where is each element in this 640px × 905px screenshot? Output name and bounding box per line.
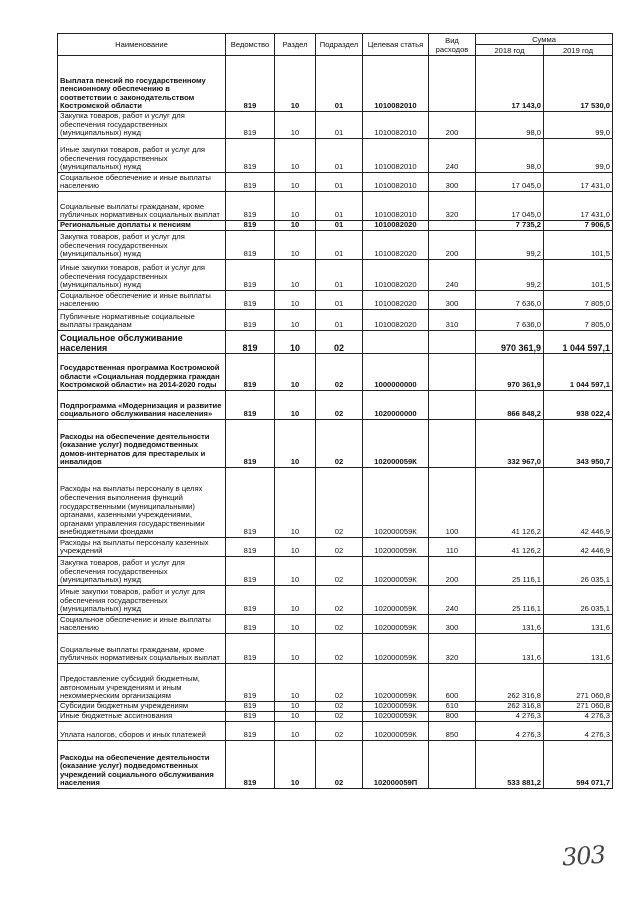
table-row — [58, 112, 613, 139]
row-2019: 343 950,7 — [544, 420, 613, 468]
row-expense: 100 — [429, 468, 476, 538]
row-2018: 99,2 — [476, 260, 544, 291]
row-section: 10 — [275, 56, 316, 112]
row-expense: 240 — [429, 586, 476, 615]
row-subsection: 02 — [316, 712, 363, 722]
row-name: Социальные выплаты гражданам, кроме публичных нормативных социальных выплат — [58, 634, 226, 664]
table-row — [58, 741, 613, 789]
row-dept: 819 — [226, 173, 275, 192]
row-2018: 7 636,0 — [476, 310, 544, 331]
table-header — [58, 34, 613, 56]
table-row — [58, 291, 613, 310]
row-2018: 262 316,8 — [476, 664, 544, 702]
row-name: Расходы на обеспечение деятельности (оказание услуг) подведомственных учреждений социального обслуживания населения — [58, 741, 226, 789]
table-row — [58, 310, 613, 331]
row-section: 10 — [275, 192, 316, 221]
header-dept: Ведомство — [226, 34, 275, 56]
row-name: Подпрограмма «Модернизация и развитие социального обслуживания населения» — [58, 391, 226, 420]
page-number: 303 — [561, 840, 606, 872]
row-2018: 17 045,0 — [476, 192, 544, 221]
row-dept: 819 — [226, 722, 275, 741]
row-expense: 320 — [429, 192, 476, 221]
budget-table — [57, 33, 613, 789]
row-target — [363, 331, 429, 354]
row-2019: 42 446,9 — [544, 468, 613, 538]
row-section: 10 — [275, 354, 316, 391]
row-2019: 26 035,1 — [544, 557, 613, 586]
row-name: Закупка товаров, работ и услуг для обеспечения государственных (муниципальных) нужд — [58, 557, 226, 586]
row-2019: 17 530,0 — [544, 56, 613, 112]
table-row — [58, 557, 613, 586]
table-row — [58, 586, 613, 615]
table-row — [58, 538, 613, 557]
row-section: 10 — [275, 615, 316, 634]
row-dept: 819 — [226, 231, 275, 260]
row-section: 10 — [275, 586, 316, 615]
row-dept: 819 — [226, 139, 275, 173]
row-expense: 240 — [429, 139, 476, 173]
row-section: 10 — [275, 634, 316, 664]
row-subsection: 02 — [316, 354, 363, 391]
row-subsection: 02 — [316, 615, 363, 634]
row-name: Закупка товаров, работ и услуг для обеспечения государственных (муниципальных) нужд — [58, 231, 226, 260]
row-target: 1010082020 — [363, 231, 429, 260]
row-dept: 819 — [226, 391, 275, 420]
row-name: Иные закупки товаров, работ и услуг для обеспечения государственных (муниципальных) нужд — [58, 586, 226, 615]
row-2019: 4 276,3 — [544, 722, 613, 741]
row-subsection: 02 — [316, 722, 363, 741]
row-2019: 4 276,3 — [544, 712, 613, 722]
row-2019: 99,0 — [544, 139, 613, 173]
row-section: 10 — [275, 391, 316, 420]
row-2018: 99,2 — [476, 231, 544, 260]
row-target: 1010082010 — [363, 112, 429, 139]
row-section: 10 — [275, 702, 316, 712]
row-expense — [429, 331, 476, 354]
row-expense: 200 — [429, 112, 476, 139]
row-2019: 42 446,9 — [544, 538, 613, 557]
header-name: Наименование — [58, 34, 226, 56]
row-2018: 332 967,0 — [476, 420, 544, 468]
row-name: Уплата налогов, сборов и иных платежей — [58, 722, 226, 741]
row-2018: 41 126,2 — [476, 538, 544, 557]
table-row — [58, 391, 613, 420]
row-expense: 310 — [429, 310, 476, 331]
row-2018: 98,0 — [476, 139, 544, 173]
row-expense — [429, 221, 476, 231]
row-name: Закупка товаров, работ и услуг для обеспечения государственных (муниципальных) нужд — [58, 112, 226, 139]
row-dept: 819 — [226, 702, 275, 712]
row-2018: 7 735,2 — [476, 221, 544, 231]
row-subsection: 02 — [316, 634, 363, 664]
row-subsection: 01 — [316, 192, 363, 221]
header-2019: 2019 год — [544, 45, 613, 56]
row-expense: 240 — [429, 260, 476, 291]
row-section: 10 — [275, 741, 316, 789]
row-dept: 819 — [226, 468, 275, 538]
row-target: 1000000000 — [363, 354, 429, 391]
row-name: Выплата пенсий по государственному пенсионному обеспечению в соответствии с законодательством Костромской области — [58, 56, 226, 112]
table-row — [58, 260, 613, 291]
row-expense: 320 — [429, 634, 476, 664]
row-subsection: 01 — [316, 260, 363, 291]
row-name: Расходы на обеспечение деятельности (оказание услуг) подведомственных домов-интернатов для престарелых и инвалидов — [58, 420, 226, 468]
row-dept: 819 — [226, 56, 275, 112]
row-target: 102000059К — [363, 615, 429, 634]
row-target: 1010082020 — [363, 221, 429, 231]
row-name: Региональные доплаты к пенсиям — [58, 221, 226, 231]
row-section: 10 — [275, 557, 316, 586]
table-row — [58, 468, 613, 538]
table-row — [58, 56, 613, 112]
row-dept: 819 — [226, 291, 275, 310]
row-dept: 819 — [226, 310, 275, 331]
table-row — [58, 221, 613, 231]
row-subsection: 01 — [316, 221, 363, 231]
row-expense — [429, 354, 476, 391]
table-row — [58, 173, 613, 192]
row-target: 102000059К — [363, 702, 429, 712]
table-row — [58, 615, 613, 634]
row-2019: 131,6 — [544, 615, 613, 634]
row-target: 102000059К — [363, 722, 429, 741]
row-2018: 131,6 — [476, 615, 544, 634]
row-expense: 300 — [429, 291, 476, 310]
table-row — [58, 702, 613, 712]
row-2018: 970 361,9 — [476, 331, 544, 354]
row-section: 10 — [275, 538, 316, 557]
row-expense — [429, 420, 476, 468]
row-2019: 131,6 — [544, 634, 613, 664]
table-row — [58, 192, 613, 221]
row-expense: 300 — [429, 173, 476, 192]
row-2018: 98,0 — [476, 112, 544, 139]
row-2018: 4 276,3 — [476, 722, 544, 741]
row-subsection: 01 — [316, 112, 363, 139]
row-expense: 850 — [429, 722, 476, 741]
header-subsection: Подраздел — [316, 34, 363, 56]
row-2019: 594 071,7 — [544, 741, 613, 789]
table-row — [58, 354, 613, 391]
header-sum: Сумма — [476, 34, 613, 45]
row-target: 1020000000 — [363, 391, 429, 420]
row-name: Предоставление субсидий бюджетным, автономным учреждениям и иным некоммерческим организациям — [58, 664, 226, 702]
row-name: Иные бюджетные ассигнования — [58, 712, 226, 722]
row-dept: 819 — [226, 538, 275, 557]
header-section: Раздел — [275, 34, 316, 56]
row-target: 102000059К — [363, 634, 429, 664]
row-section: 10 — [275, 221, 316, 231]
row-name: Социальное обслуживание населения — [58, 331, 226, 354]
row-dept: 819 — [226, 664, 275, 702]
row-2019: 7 805,0 — [544, 291, 613, 310]
header-target: Целевая статья — [363, 34, 429, 56]
row-target: 102000059П — [363, 741, 429, 789]
row-section: 10 — [275, 664, 316, 702]
table-row — [58, 139, 613, 173]
row-name: Публичные нормативные социальные выплаты гражданам — [58, 310, 226, 331]
row-name: Социальное обеспечение и иные выплаты населению — [58, 173, 226, 192]
row-dept: 819 — [226, 741, 275, 789]
row-subsection: 02 — [316, 468, 363, 538]
row-2019: 1 044 597,1 — [544, 354, 613, 391]
row-2019: 101,5 — [544, 260, 613, 291]
row-2019: 1 044 597,1 — [544, 331, 613, 354]
row-dept: 819 — [226, 331, 275, 354]
row-section: 10 — [275, 420, 316, 468]
row-2019: 938 022,4 — [544, 391, 613, 420]
row-target: 102000059К — [363, 420, 429, 468]
row-dept: 819 — [226, 634, 275, 664]
row-target: 102000059К — [363, 712, 429, 722]
row-target: 1010082010 — [363, 192, 429, 221]
row-target: 102000059К — [363, 468, 429, 538]
row-subsection: 02 — [316, 664, 363, 702]
table-body — [58, 56, 613, 789]
row-subsection: 02 — [316, 331, 363, 354]
row-dept: 819 — [226, 221, 275, 231]
table-row — [58, 634, 613, 664]
row-section: 10 — [275, 331, 316, 354]
row-name: Социальное обеспечение и иные выплаты населению — [58, 291, 226, 310]
row-dept: 819 — [226, 557, 275, 586]
row-section: 10 — [275, 173, 316, 192]
table-row — [58, 231, 613, 260]
row-expense — [429, 741, 476, 789]
row-dept: 819 — [226, 260, 275, 291]
row-2018: 131,6 — [476, 634, 544, 664]
row-section: 10 — [275, 231, 316, 260]
row-dept: 819 — [226, 712, 275, 722]
row-2018: 4 276,3 — [476, 712, 544, 722]
row-2018: 533 881,2 — [476, 741, 544, 789]
row-section: 10 — [275, 260, 316, 291]
row-section: 10 — [275, 712, 316, 722]
row-expense: 610 — [429, 702, 476, 712]
row-target: 1010082010 — [363, 173, 429, 192]
row-section: 10 — [275, 291, 316, 310]
row-2019: 99,0 — [544, 112, 613, 139]
row-target: 1010082020 — [363, 260, 429, 291]
row-target: 102000059К — [363, 557, 429, 586]
row-subsection: 01 — [316, 291, 363, 310]
row-name: Социальное обеспечение и иные выплаты населению — [58, 615, 226, 634]
row-dept: 819 — [226, 615, 275, 634]
row-subsection: 02 — [316, 586, 363, 615]
row-2019: 271 060,8 — [544, 702, 613, 712]
row-2018: 970 361,9 — [476, 354, 544, 391]
table-row — [58, 664, 613, 702]
row-target: 1010082010 — [363, 56, 429, 112]
row-2018: 262 316,8 — [476, 702, 544, 712]
row-subsection: 01 — [316, 173, 363, 192]
row-subsection: 02 — [316, 741, 363, 789]
row-name: Иные закупки товаров, работ и услуг для обеспечения государственных (муниципальных) нужд — [58, 139, 226, 173]
row-2018: 25 116,1 — [476, 586, 544, 615]
row-subsection: 02 — [316, 557, 363, 586]
row-target: 102000059К — [363, 538, 429, 557]
row-expense — [429, 56, 476, 112]
row-target: 102000059К — [363, 586, 429, 615]
row-target: 1010082020 — [363, 310, 429, 331]
header-expense: Вид расходов — [429, 34, 476, 56]
row-section: 10 — [275, 310, 316, 331]
row-name: Иные закупки товаров, работ и услуг для обеспечения государственных (муниципальных) нужд — [58, 260, 226, 291]
row-2019: 7 906,5 — [544, 221, 613, 231]
row-target: 1010082010 — [363, 139, 429, 173]
row-dept: 819 — [226, 192, 275, 221]
row-section: 10 — [275, 139, 316, 173]
row-dept: 819 — [226, 420, 275, 468]
row-expense: 200 — [429, 231, 476, 260]
row-dept: 819 — [226, 586, 275, 615]
row-section: 10 — [275, 112, 316, 139]
row-name: Расходы на выплаты персоналу в целях обеспечения выполнения функций государственными (муниципальными) органами, казенными учреждениями, органами управления государственными внебюджетными фондами — [58, 468, 226, 538]
row-subsection: 02 — [316, 538, 363, 557]
row-subsection: 01 — [316, 310, 363, 331]
row-2019: 271 060,8 — [544, 664, 613, 702]
header-2018: 2018 год — [476, 45, 544, 56]
row-2019: 17 431,0 — [544, 173, 613, 192]
row-subsection: 01 — [316, 139, 363, 173]
row-dept: 819 — [226, 354, 275, 391]
row-name: Субсидии бюджетным учреждениям — [58, 702, 226, 712]
row-2018: 41 126,2 — [476, 468, 544, 538]
row-expense: 200 — [429, 557, 476, 586]
table-row — [58, 331, 613, 354]
table-row — [58, 722, 613, 741]
row-expense: 300 — [429, 615, 476, 634]
row-section: 10 — [275, 722, 316, 741]
row-2018: 866 848,2 — [476, 391, 544, 420]
row-2018: 25 116,1 — [476, 557, 544, 586]
row-name: Социальные выплаты гражданам, кроме публичных нормативных социальных выплат — [58, 192, 226, 221]
row-2019: 17 431,0 — [544, 192, 613, 221]
row-section: 10 — [275, 468, 316, 538]
row-subsection: 01 — [316, 56, 363, 112]
row-target: 1010082020 — [363, 291, 429, 310]
row-subsection: 02 — [316, 420, 363, 468]
row-subsection: 02 — [316, 702, 363, 712]
row-expense — [429, 391, 476, 420]
row-expense: 800 — [429, 712, 476, 722]
row-2019: 26 035,1 — [544, 586, 613, 615]
row-2019: 101,5 — [544, 231, 613, 260]
row-2019: 7 805,0 — [544, 310, 613, 331]
row-name: Государственная программа Костромской области «Социальная поддержка граждан Костромской области» на 2014-2020 годы — [58, 354, 226, 391]
row-subsection: 02 — [316, 391, 363, 420]
row-2018: 7 636,0 — [476, 291, 544, 310]
table-row — [58, 712, 613, 722]
row-name: Расходы на выплаты персоналу казенных учреждений — [58, 538, 226, 557]
row-subsection: 01 — [316, 231, 363, 260]
row-2018: 17 143,0 — [476, 56, 544, 112]
row-dept: 819 — [226, 112, 275, 139]
row-target: 102000059К — [363, 664, 429, 702]
row-expense: 600 — [429, 664, 476, 702]
table-row — [58, 420, 613, 468]
row-expense: 110 — [429, 538, 476, 557]
row-2018: 17 045,0 — [476, 173, 544, 192]
